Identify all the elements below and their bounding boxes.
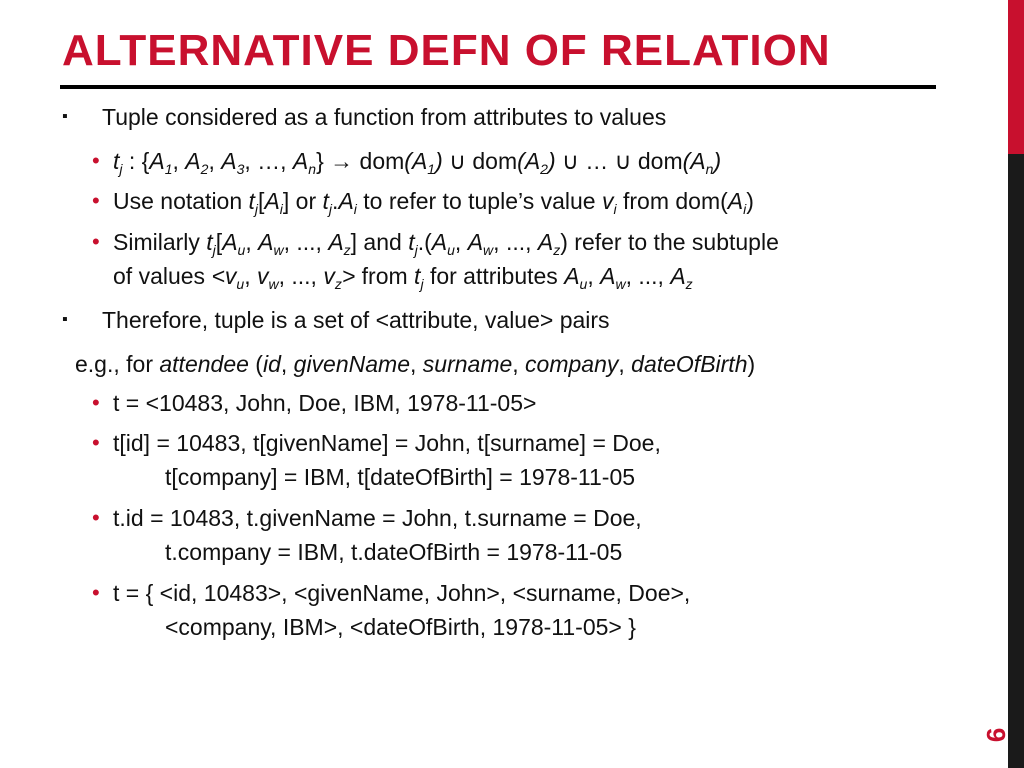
round-bullet-icon: •: [92, 430, 100, 455]
bullet-set-of-pairs: Therefore, tuple is a set of <attribute, value> pairs: [102, 307, 610, 333]
sub-bullet-subtuple-continued: of values $<v_u$, $v_w$, ..., $v_z>$ from $t_j$ for attributes $A_u$, $A_w$, ..., $A_z$: [113, 263, 693, 292]
page-number: 9: [981, 727, 1011, 743]
example-set-notation-continued: <company, IBM>, <dateOfBirth, 1978-11-05> }: [165, 614, 636, 640]
sub-bullet-notation: Use notation $t_j[A_i]$ or $t_j.A_i$ to refer to tuple’s value $v_i$ from $dom(A_i)$: [113, 188, 754, 217]
example-set-notation: t = { <id, 10483>, <givenName, John>, <surname, Doe>,: [113, 580, 691, 606]
example-bracket-notation-continued: t[company] = IBM, t[dateOfBirth] = 1978-11-05: [165, 464, 636, 490]
sub-bullet-subtuple: Similarly $t_j[A_u$, $A_w$, ..., $A_z$] and $t_j.(A_u$, $A_w$, ..., $A_z$) refer to the subtuple: [113, 229, 779, 258]
round-bullet-icon: •: [92, 580, 100, 605]
round-bullet-icon: •: [92, 390, 100, 415]
round-bullet-icon: •: [92, 148, 100, 173]
round-bullet-icon: •: [92, 505, 100, 530]
sub-bullet-function-signature: $t_j$ : {$A_1$, $A_2$, $A_3$, …, $A_n\} \to dom(A_1)$ ∪ $dom(A_2)$ ∪ … ∪ $dom(A_n)$: [113, 148, 722, 177]
example-dot-notation: t.id = 10483, t.givenName = John, t.surname = Doe,: [113, 505, 642, 531]
example-dot-notation-continued: t.company = IBM, t.dateOfBirth = 1978-11-05: [165, 539, 623, 565]
example-bracket-notation: t[id] = 10483, t[givenName] = John, t[surname] = Doe,: [113, 430, 661, 456]
title-divider: [60, 85, 936, 89]
bullet-tuple-function: Tuple considered as a function from attributes to values: [102, 104, 667, 130]
round-bullet-icon: •: [92, 229, 100, 254]
slide-title: ALTERNATIVE DEFN OF RELATION: [62, 26, 831, 75]
square-bullet-icon: ▪: [62, 108, 68, 125]
round-bullet-icon: •: [92, 188, 100, 213]
example-tuple: t = <10483, John, Doe, IBM, 1978-11-05>: [113, 390, 537, 416]
square-bullet-icon: ▪: [62, 311, 68, 328]
example-intro: e.g., for attendee (id, givenName, surname, company, dateOfBirth): [75, 351, 756, 377]
dark-side-bar: [1008, 154, 1024, 768]
